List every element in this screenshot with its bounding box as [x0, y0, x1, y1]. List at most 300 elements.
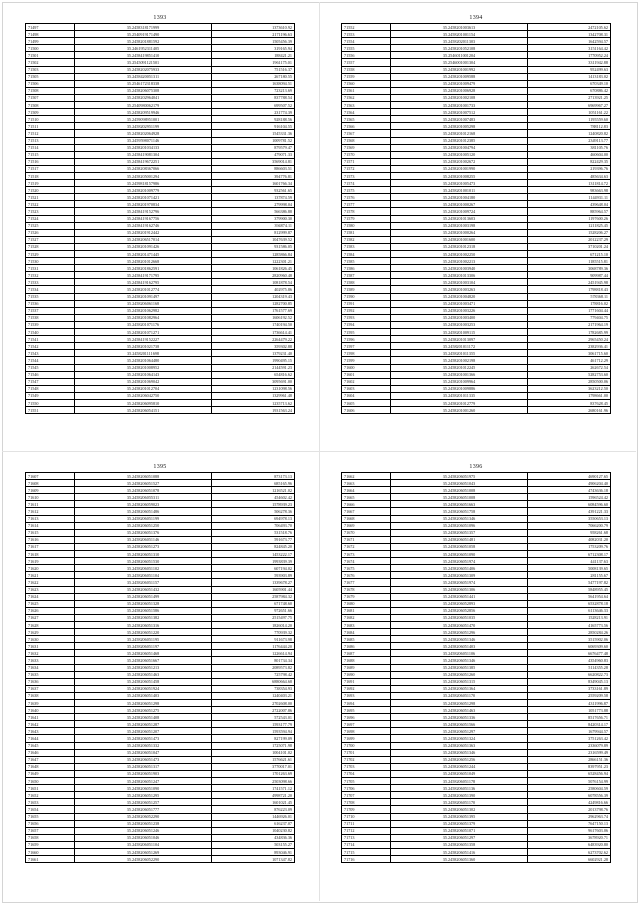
page-title: 1395 — [153, 464, 167, 470]
amount-cell: 685165.96 — [212, 480, 295, 487]
amount-cell: 788112.83 — [528, 123, 611, 130]
amount-cell: 2472105.62 — [528, 24, 611, 31]
row-id-cell: 71692 — [342, 685, 391, 692]
amount-cell: 670349.10 — [528, 80, 611, 87]
code-cell: 35.2458201064143 — [75, 371, 212, 378]
table-row — [342, 508, 611, 515]
amount-cell: 3733161.89 — [528, 685, 611, 692]
code-cell: 35.2458206051468 — [75, 650, 212, 657]
amount-cell: 1195559.60 — [528, 116, 611, 123]
row-id-cell: 71634 — [26, 664, 75, 671]
row-id-cell: 71621 — [26, 572, 75, 579]
row-id-cell: 71545 — [26, 364, 75, 371]
row-id-cell: 71617 — [26, 543, 75, 550]
amount-cell: 885964.57 — [528, 208, 611, 215]
row-id-cell: 71562 — [342, 94, 391, 101]
code-cell: 35.2545091121501 — [75, 59, 212, 66]
row-id-cell: 71575 — [342, 187, 391, 194]
amount-cell: 1285866.84 — [212, 251, 295, 258]
table-row — [342, 116, 611, 123]
row-id-cell: 71632 — [26, 650, 75, 657]
table-row — [26, 144, 295, 151]
table-row — [26, 685, 295, 692]
code-cell: 35.2458201970834 — [75, 201, 212, 208]
code-cell: 35.2458206051220 — [75, 629, 212, 636]
row-id-cell: 71658 — [26, 834, 75, 841]
code-cell: 35.2458206051157 — [75, 579, 212, 586]
table-row — [342, 336, 611, 343]
amount-cell: 1605901.44 — [212, 586, 295, 593]
amount-cell: 2962963.74 — [528, 813, 611, 820]
data-table — [25, 472, 295, 863]
table-row — [342, 343, 611, 350]
amount-cell: 1240403.21 — [212, 692, 295, 699]
amount-cell: 751516.37 — [212, 66, 295, 73]
table-row — [26, 827, 295, 834]
amount-cell: 281155.67 — [528, 572, 611, 579]
row-id-cell: 71542 — [26, 343, 75, 350]
table-row — [26, 392, 295, 399]
amount-cell: 4082031.20 — [528, 536, 611, 543]
amount-cell: 1826014.20 — [212, 621, 295, 628]
table-row — [26, 678, 295, 685]
code-cell: 35.2458206051441 — [391, 593, 528, 600]
code-cell: 35.2458206051088 — [75, 473, 212, 480]
table-row — [26, 629, 295, 636]
row-id-cell: 71636 — [26, 678, 75, 685]
code-cell: 35.2458206051207 — [75, 728, 212, 735]
code-cell: 35.2458206051395 — [391, 813, 528, 820]
row-id-cell: 71626 — [26, 607, 75, 614]
table-row — [26, 222, 295, 229]
row-id-cell: 71587 — [342, 272, 391, 279]
code-cell: 35.2458419162746 — [75, 222, 212, 229]
row-id-cell: 71518 — [26, 172, 75, 179]
amount-cell: 593903.89 — [212, 572, 295, 579]
amount-cell: 379900.30 — [212, 215, 295, 222]
amount-cell: 4391221.33 — [528, 508, 611, 515]
row-id-cell: 71640 — [26, 707, 75, 714]
code-cell: 35.2458206052856 — [391, 607, 528, 614]
row-id-cell: 71712 — [342, 827, 391, 834]
row-id-cell: 71580 — [342, 222, 391, 229]
table-row — [342, 643, 611, 650]
code-cell: 35.2458201012779 — [391, 399, 528, 406]
amount-cell: 2580604.59 — [528, 785, 611, 792]
row-id-cell: 71514 — [26, 144, 75, 151]
table-row — [26, 31, 295, 38]
amount-cell: 931586.05 — [212, 243, 295, 250]
code-cell: 35.2458201912442 — [75, 229, 212, 236]
table-row — [26, 806, 295, 813]
amount-cell: 402975.86 — [212, 286, 295, 293]
code-cell: 35.2458206051306 — [391, 586, 528, 593]
table-row — [342, 130, 611, 137]
row-id-cell: 71705 — [342, 778, 391, 785]
row-id-cell: 71502 — [26, 59, 75, 66]
table-row — [342, 778, 611, 785]
row-id-cell: 71637 — [26, 685, 75, 692]
amount-cell: 1528206.27 — [528, 229, 611, 236]
table-row — [26, 66, 295, 73]
table-row — [342, 614, 611, 621]
code-cell: 35.2458201062982 — [75, 307, 212, 314]
row-id-cell: 71524 — [26, 215, 75, 222]
table-row — [26, 600, 295, 607]
table-row — [26, 707, 295, 714]
table-row — [342, 364, 611, 371]
table-row — [26, 614, 295, 621]
row-id-cell: 71597 — [342, 343, 391, 350]
row-id-cell: 71506 — [26, 80, 75, 87]
code-cell: 35.2458206051213 — [75, 664, 212, 671]
table-row — [342, 827, 611, 834]
table-row — [342, 279, 611, 286]
table-row — [26, 208, 295, 215]
row-id-cell: 71663 — [342, 480, 391, 487]
row-id-cell: 71660 — [26, 848, 75, 855]
table-row — [26, 813, 295, 820]
table-row — [342, 31, 611, 38]
amount-cell: 654816.62 — [212, 371, 295, 378]
amount-cell: 1282700.85 — [212, 300, 295, 307]
data-table — [341, 23, 611, 414]
table-row — [342, 137, 611, 144]
amount-cell: 5641954.64 — [528, 593, 611, 600]
amount-cell: 1197600.26 — [528, 215, 611, 222]
row-id-cell: 71509 — [26, 109, 75, 116]
code-cell: 35.2458206051078 — [75, 487, 212, 494]
amount-cell: 1051161.22 — [528, 109, 611, 116]
amount-cell: 1144931.11 — [528, 194, 611, 201]
amount-cell: 952499.63 — [528, 66, 611, 73]
amount-cell: 394874.11 — [212, 222, 295, 229]
code-cell: 35.2458206051170 — [391, 692, 528, 699]
table-row — [26, 494, 295, 501]
row-id-cell: 71501 — [26, 52, 75, 59]
code-cell: 35.2458206051758 — [391, 508, 528, 515]
row-id-cell: 71641 — [26, 714, 75, 721]
row-id-cell: 71644 — [26, 735, 75, 742]
table-row — [342, 144, 611, 151]
table-row — [342, 265, 611, 272]
code-cell: 35.2458206051379 — [391, 820, 528, 827]
table-row — [26, 336, 295, 343]
code-cell: 35.2458201000264 — [391, 229, 528, 236]
code-cell: 35.2458206051974 — [391, 579, 528, 586]
amount-cell: 506278.36 — [212, 508, 295, 515]
amount-cell: 2559209.58 — [528, 692, 611, 699]
amount-cell: 1231098.56 — [212, 385, 295, 392]
table-row — [342, 579, 611, 586]
code-cell: 35.2540919171490 — [75, 31, 212, 38]
table-row — [342, 621, 611, 628]
row-id-cell: 71639 — [26, 700, 75, 707]
code-cell: 35.2458206051357 — [391, 529, 528, 536]
code-cell: 35.2458206051049 — [391, 770, 528, 777]
code-cell: 35.2458206051406 — [391, 565, 528, 572]
row-id-cell: 71564 — [342, 109, 391, 116]
table-row — [342, 721, 611, 728]
row-id-cell: 71549 — [26, 392, 75, 399]
code-cell: 35.2458206051346 — [391, 749, 528, 756]
row-id-cell: 71689 — [342, 664, 391, 671]
table-row — [342, 229, 611, 236]
amount-cell: 1185515.81 — [528, 258, 611, 265]
amount-cell: 1782685.99 — [528, 329, 611, 336]
table-row — [26, 343, 295, 350]
row-id-cell: 71566 — [342, 123, 391, 130]
code-cell: 35.2458419162795 — [75, 279, 212, 286]
page-title: 1396 — [469, 464, 483, 470]
row-id-cell: 71615 — [26, 529, 75, 536]
table-row — [342, 378, 611, 385]
table-row — [342, 321, 611, 328]
row-id-cell: 71688 — [342, 657, 391, 664]
table-row — [26, 536, 295, 543]
code-cell: 35.2458206051247 — [75, 778, 212, 785]
table-row — [26, 572, 295, 579]
code-cell: 35.2458206051432 — [75, 586, 212, 593]
amount-cell: 1725071.98 — [212, 742, 295, 749]
code-cell: 35.2458419152796 — [75, 208, 212, 215]
amount-cell: 1240820.82 — [528, 130, 611, 137]
amount-cell: 8397951.23 — [528, 763, 611, 770]
table-row — [26, 123, 295, 130]
table-row — [26, 94, 295, 101]
amount-cell: 2316599.49 — [528, 749, 611, 756]
amount-cell: 1679944.57 — [528, 728, 611, 735]
table-row — [342, 215, 611, 222]
amount-cell: 1993839.39 — [212, 558, 295, 565]
table-row — [26, 721, 295, 728]
amount-cell: 2012237.29 — [528, 236, 611, 243]
amount-cell: 434836.36 — [212, 834, 295, 841]
table-row — [342, 407, 611, 414]
row-id-cell: 71677 — [342, 579, 391, 586]
amount-cell: 4998721.20 — [212, 792, 295, 799]
amount-cell: 5477197.82 — [528, 579, 611, 586]
amount-cell: 983663.98 — [528, 187, 611, 194]
code-cell: 35.2458206051178 — [391, 778, 528, 785]
amount-cell: 8420314.17 — [528, 721, 611, 728]
row-id-cell: 71555 — [342, 45, 391, 52]
table-row — [342, 236, 611, 243]
table-row — [26, 329, 295, 336]
amount-cell: 2013798.76 — [528, 806, 611, 813]
row-id-cell: 71685 — [342, 636, 391, 643]
row-id-cell: 71544 — [26, 357, 75, 364]
row-id-cell: 71699 — [342, 735, 391, 742]
page-title: 1394 — [469, 15, 483, 21]
code-cell: 35.2458201009779 — [75, 187, 212, 194]
row-id-cell: 71622 — [26, 579, 75, 586]
amount-cell: 5076154.99 — [528, 778, 611, 785]
table-row — [342, 685, 611, 692]
table-row — [26, 735, 295, 742]
row-id-cell: 71557 — [342, 59, 391, 66]
row-id-cell: 71709 — [342, 806, 391, 813]
table-row — [26, 579, 295, 586]
row-id-cell: 71553 — [342, 31, 391, 38]
code-cell: 35.2458206051035 — [391, 614, 528, 621]
code-cell: 35.2458206052290 — [75, 813, 212, 820]
table-row — [26, 215, 295, 222]
table-row — [26, 350, 295, 357]
code-cell: 35.2458201001990 — [391, 165, 528, 172]
row-id-cell: 71701 — [342, 749, 391, 756]
table-row — [26, 251, 295, 258]
code-cell: 35.2458201001733 — [391, 102, 528, 109]
amount-cell: 1961175.01 — [212, 59, 295, 66]
row-id-cell: 71650 — [26, 778, 75, 785]
row-id-cell: 71711 — [342, 820, 391, 827]
row-id-cell: 71649 — [26, 770, 75, 777]
code-cell: 35.2458206051275 — [75, 707, 212, 714]
amount-cell: 6528456.94 — [528, 770, 611, 777]
code-cell: 35.2458206051317 — [75, 763, 212, 770]
code-cell: 35.2458206051473 — [75, 756, 212, 763]
amount-cell: 1601021.45 — [212, 799, 295, 806]
table-row — [26, 258, 295, 265]
amount-cell: 1047639.52 — [212, 236, 295, 243]
amount-cell: 1176444.20 — [212, 643, 295, 650]
amount-cell: 531518.76 — [212, 529, 295, 536]
amount-cell: 1741571.12 — [212, 785, 295, 792]
table-row — [26, 834, 295, 841]
code-cell: 35.2458202075933 — [75, 66, 212, 73]
row-id-cell: 71674 — [342, 558, 391, 565]
amount-cell: 822429.35 — [528, 158, 611, 165]
row-id-cell: 71605 — [342, 399, 391, 406]
amount-cell: 262672.54 — [528, 364, 611, 371]
row-id-cell: 71546 — [26, 371, 75, 378]
page-title: 1393 — [153, 15, 167, 21]
row-id-cell: 71517 — [26, 165, 75, 172]
table-row — [26, 45, 295, 52]
code-cell: 35.2458201012668 — [75, 258, 212, 265]
table-row — [26, 378, 295, 385]
table-row — [342, 806, 611, 813]
table-row — [342, 664, 611, 671]
code-cell: 35.2458201071421 — [75, 194, 212, 201]
amount-cell: 1329961.48 — [212, 392, 295, 399]
code-cell: 35.2458201001600 — [391, 236, 528, 243]
row-id-cell: 71716 — [342, 856, 391, 863]
row-id-cell: 71521 — [26, 194, 75, 201]
row-id-cell: 71569 — [342, 144, 391, 151]
row-id-cell: 71624 — [26, 593, 75, 600]
table-row — [342, 536, 611, 543]
code-cell: 35.2458201064480 — [75, 357, 212, 364]
code-cell: 35.2458206051530 — [75, 558, 212, 565]
table-row — [342, 172, 611, 179]
table-row — [342, 66, 611, 73]
row-id-cell: 71703 — [342, 763, 391, 770]
code-cell: 35.2458206051090 — [75, 785, 212, 792]
amount-cell: 837788.54 — [212, 94, 295, 101]
code-cell: 35.2546172318338 — [75, 80, 212, 87]
row-id-cell: 71645 — [26, 742, 75, 749]
code-cell: 35.2458206051416 — [391, 848, 528, 855]
code-cell: 35.2458206051463 — [75, 671, 212, 678]
amount-cell: 566386.88 — [212, 208, 295, 215]
table-row — [26, 473, 295, 480]
amount-cell: 1593177.79 — [212, 721, 295, 728]
code-cell: 35.2459098951001 — [75, 116, 212, 123]
table-row — [26, 650, 295, 657]
amount-cell: 1736614.41 — [212, 329, 295, 336]
table-row — [26, 52, 295, 59]
table-row — [26, 529, 295, 536]
code-cell: 35.2458201007483 — [391, 116, 528, 123]
table-row — [342, 607, 611, 614]
table-row — [342, 735, 611, 742]
code-cell: 35.2458201034133 — [75, 144, 212, 151]
code-cell: 35.2458206051297 — [391, 728, 528, 735]
amount-cell: 916104.55 — [212, 123, 295, 130]
row-id-cell: 71708 — [342, 799, 391, 806]
table-row — [342, 73, 611, 80]
amount-cell: 9617603.06 — [528, 827, 611, 834]
table-row — [26, 130, 295, 137]
table-row — [342, 194, 611, 201]
amount-cell: 1211825.45 — [528, 222, 611, 229]
table-row — [26, 565, 295, 572]
row-id-cell: 71533 — [26, 279, 75, 286]
amount-cell: 876223.09 — [212, 806, 295, 813]
table-row — [26, 300, 295, 307]
code-cell: 35.2458206051458 — [75, 678, 212, 685]
code-cell: 35.2458206051566 — [391, 721, 528, 728]
row-id-cell: 71606 — [342, 407, 391, 414]
amount-cell: 616237.07 — [212, 820, 295, 827]
row-id-cell: 71602 — [342, 378, 391, 385]
table-row — [26, 856, 295, 863]
amount-cell: 1004101.02 — [212, 749, 295, 756]
table-row — [342, 543, 611, 550]
row-id-cell: 71710 — [342, 813, 391, 820]
table-row — [26, 664, 295, 671]
code-cell: 35.2458201003104 — [391, 279, 528, 286]
amount-cell: 454602.42 — [212, 494, 295, 501]
amount-cell: 3770017.01 — [212, 763, 295, 770]
amount-cell: 178816.02 — [528, 300, 611, 307]
amount-cell: 1638094.51 — [212, 80, 295, 87]
amount-cell: 219396.76 — [528, 165, 611, 172]
code-cell: 35.2458206051975 — [391, 473, 528, 480]
code-cell: 35.2458201009588 — [391, 73, 528, 80]
table-row — [26, 657, 295, 664]
amount-cell: 1081878.54 — [212, 279, 295, 286]
amount-cell: 6602921.28 — [528, 856, 611, 863]
table-row — [26, 700, 295, 707]
amount-cell: 6483920.80 — [528, 841, 611, 848]
amount-cell: 7647150.13 — [528, 820, 611, 827]
amount-cell: 1606192.52 — [212, 314, 295, 321]
table-row — [26, 714, 295, 721]
code-cell: 35.2458201011355 — [391, 350, 528, 357]
amount-cell: 1051773.88 — [528, 707, 611, 714]
table-row — [342, 714, 611, 721]
row-id-cell: 71694 — [342, 700, 391, 707]
table-row — [26, 522, 295, 529]
code-cell: 35.2458419672251 — [75, 158, 212, 165]
row-id-cell: 71567 — [342, 130, 391, 137]
amount-cell: 837628.45 — [528, 399, 611, 406]
table-row — [342, 834, 611, 841]
row-id-cell: 71608 — [26, 480, 75, 487]
